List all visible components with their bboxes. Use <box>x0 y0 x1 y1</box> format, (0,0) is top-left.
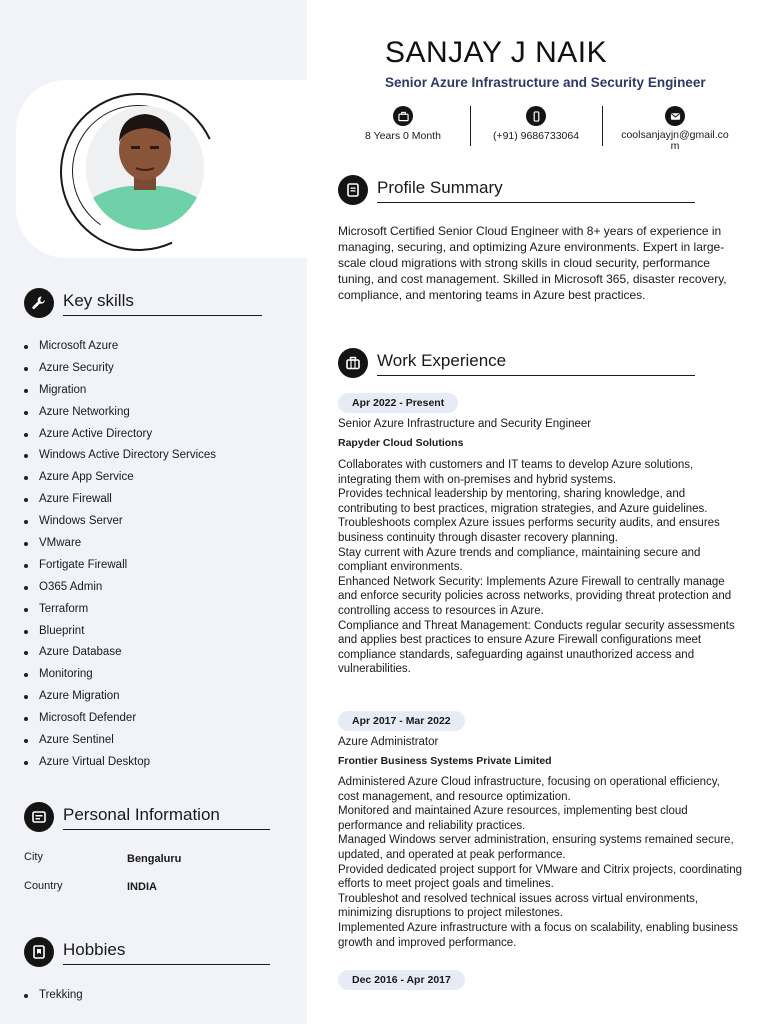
list-item: Microsoft Defender <box>24 708 216 730</box>
hobbies-header <box>24 937 270 967</box>
list-item: Azure Firewall <box>24 489 216 511</box>
key-skills-header <box>24 288 262 318</box>
list-item: Azure App Service <box>24 467 216 489</box>
phone-icon <box>526 106 546 126</box>
list-item: Windows Active Directory Services <box>24 445 216 467</box>
profile-summary-title: Profile Summary <box>377 178 695 203</box>
list-item: Monitoring <box>24 664 216 686</box>
list-item: Azure Networking <box>24 402 216 424</box>
country-value: INDIA <box>127 881 157 893</box>
job-period-badge: Apr 2017 - Mar 2022 <box>338 711 465 731</box>
job-role: Azure Administrator <box>338 736 439 748</box>
profile-summary-header <box>338 175 695 205</box>
personal-info-title: Personal Information <box>63 805 270 830</box>
phone-contact <box>471 106 601 142</box>
list-item: VMware <box>24 533 216 555</box>
personal-info-header <box>24 802 270 832</box>
key-skills-title: Key skills <box>63 291 262 316</box>
candidate-title: Senior Azure Infrastructure and Security Engineer <box>385 75 706 90</box>
list-item: Windows Server <box>24 511 216 533</box>
job-company: Rapyder Cloud Solutions <box>338 437 464 449</box>
list-item: Migration <box>24 380 216 402</box>
email-contact <box>611 106 739 152</box>
work-experience-header <box>338 348 695 378</box>
job-description: Collaborates with customers and IT teams to develop Azure solutions, integrating them with on-premises and hybrid systems. Provides technical leadership by mentoring, sharing knowledge, and contributing to best practices, migration strategies, and Azure guidelines. Troubleshoots complex Azure issues performs security audits, and ensures business continuity through disaster recovery planning. Stay current with Azure trends and compliance, maintaining secure and compliant environments. Enhanced Network Security: Implements Azure Firewall to centrally manage and enforce security policies across networks, providing threat protection and controlling access to resources in Azure. Compliance and Threat Management: Conducts regular security assessments and applies best practices to ensure Azure Firewall configurations meet compliance standards, safeguarding against unauthorized access and vulnerabilities. <box>338 459 735 676</box>
experience-text: 8 Years 0 Month <box>365 130 441 142</box>
list-item: Trekking <box>24 985 83 1007</box>
city-label: City <box>24 851 43 863</box>
candidate-name: SANJAY J NAIK <box>385 36 608 69</box>
email-text[interactable]: coolsanjayjn@gmail.com <box>621 129 729 152</box>
list-item: Azure Virtual Desktop <box>24 752 216 774</box>
work-experience-title: Work Experience <box>377 351 695 376</box>
list-item: Azure Migration <box>24 686 216 708</box>
experience-contact <box>338 106 468 142</box>
skills-list <box>24 336 216 774</box>
list-item: Terraform <box>24 599 216 621</box>
hobbies-title: Hobbies <box>63 940 270 965</box>
job-period-badge: Apr 2022 - Present <box>338 393 458 413</box>
profile-summary-text: Microsoft Certified Senior Cloud Engineer with 8+ years of experience in managing, securing, and optimizing Azure environments. Expert in large-scale cloud migrations with strong skills in cloud security, performance tuning, and cost management. Skilled in Microsoft 365, disaster recovery, compliance, and mentoring teams in Azure best practices. <box>338 224 727 303</box>
city-value: Bengaluru <box>127 853 182 865</box>
document-icon <box>338 175 368 205</box>
avatar <box>86 106 204 230</box>
mail-icon <box>665 106 685 126</box>
bookmark-icon <box>24 937 54 967</box>
country-label: Country <box>24 880 63 892</box>
hobbies-list <box>24 985 83 1007</box>
list-item: Azure Active Directory <box>24 424 216 446</box>
list-item: Fortigate Firewall <box>24 555 216 577</box>
briefcase-icon <box>393 106 413 126</box>
list-item: Azure Security <box>24 358 216 380</box>
list-item: Azure Sentinel <box>24 730 216 752</box>
list-item: O365 Admin <box>24 577 216 599</box>
job-description: Administered Azure Cloud infrastructure, focusing on operational efficiency, cost management, and resource optimization. Monitored and maintained Azure resources, implementing best cloud performance and reliability practices. Managed Windows server administration, ensuring systems remained secure, updated, and operated at peak performance. Provided dedicated project support for VMware and Citrix projects, coordinating efforts to meet project goals and timelines. Troubleshot and resolved technical issues across virtual environments, minimizing disruptions to project milestones. Implemented Azure infrastructure with a focus on scalability, enabling business growth and improved performance. <box>338 776 742 949</box>
wrench-icon <box>24 288 54 318</box>
job-period-badge: Dec 2016 - Apr 2017 <box>338 970 465 990</box>
list-item: Blueprint <box>24 621 216 643</box>
job-role: Senior Azure Infrastructure and Security Engineer <box>338 418 592 430</box>
divider <box>602 106 603 146</box>
id-card-icon <box>24 802 54 832</box>
job-company: Frontier Business Systems Private Limited <box>338 755 552 767</box>
list-item: Microsoft Azure <box>24 336 216 358</box>
phone-text[interactable]: (+91) 9686733064 <box>492 130 580 142</box>
briefcase-icon <box>338 348 368 378</box>
list-item: Azure Database <box>24 642 216 664</box>
